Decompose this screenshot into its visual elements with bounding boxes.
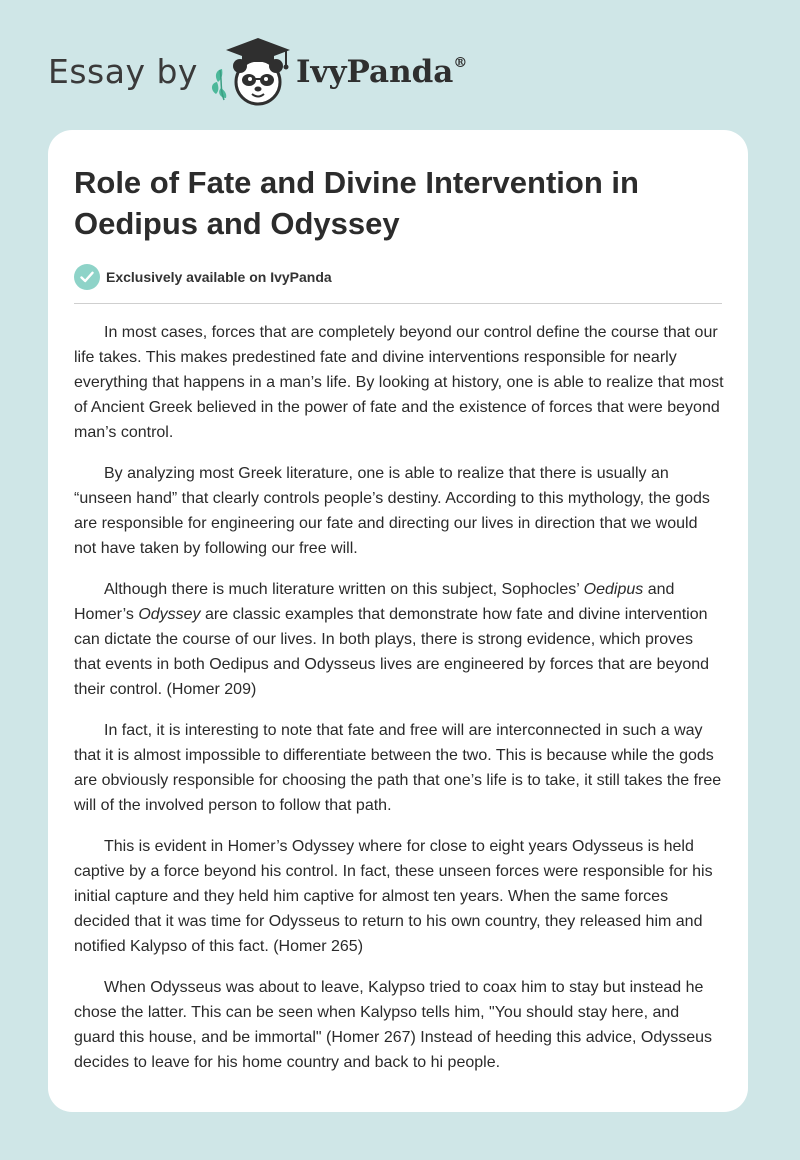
- essay-title: Role of Fate and Divine Intervention in Oedipus and Odyssey: [74, 165, 639, 241]
- title-divider: [74, 303, 722, 304]
- brand-name[interactable]: IvyPanda®: [296, 54, 468, 90]
- paragraph-1: In most cases, forces that are completely beyond our control define the course that our life takes. This makes predestined fate and divine interventions responsible for nearly everything that happens in a man’s life. By looking at history, one is able to realize that most of Ancient Greek believed in the power of fate and the existence of forces that were beyond man’s control.: [74, 324, 724, 441]
- site-header: [48, 36, 568, 108]
- panda-graduate-logo-icon[interactable]: [206, 36, 296, 108]
- essay-body: [74, 320, 724, 1091]
- essay-by-label: Essay by: [48, 52, 198, 91]
- exclusive-badge-label: Exclusively available on IvyPanda: [106, 269, 332, 285]
- paragraph-5: This is evident in Homer’s Odyssey where for close to eight years Odysseus is held captive by a force beyond his control. In fact, these unseen forces were responsible for his initial capture and they held him captive for almost ten years. When the same forces decided that it was time for Odysseus to return to his own country, they released him and notified Kalypso of this fact. (Homer 265): [74, 838, 713, 955]
- paragraph-4: In fact, it is interesting to note that fate and free will are interconnected in such a way that it is almost impossible to differentiate between the two. This is because while the gods are obviously responsible for choosing the path that one’s life is to take, it still takes the free will of the involved person to follow that path.: [74, 722, 722, 814]
- paragraph-2: By analyzing most Greek literature, one is able to realize that there is usually an “unseen hand” that clearly controls people’s destiny. According to this mythology, the gods are responsible for engineering our fate and directing our lives in direction that we would not have taken by following our free will.: [74, 465, 710, 557]
- odyssey-title: Odyssey: [138, 606, 201, 623]
- essay-card: [48, 130, 748, 1112]
- trademark-symbol: ®: [453, 54, 468, 71]
- paragraph-6: When Odysseus was about to leave, Kalypso tried to coax him to stay but instead he chose the latter. This can be seen when Kalypso tells him, "You should stay here, and guard this house, and be immortal" (Homer 267) Instead of heeding this advice, Odysseus decides to leave for his home country and back to hi people.: [74, 979, 713, 1071]
- paragraph-3: Although there is much literature written on this subject, Sophocles’ Oedipus and Homer’s Odyssey are classic examples that demonstrate how fate and divine intervention can dictate the course of our lives. In both plays, there is strong evidence, which proves that events in both Oedipus and Odysseus lives are engineered by forces that are beyond their control. (Homer 209): [74, 581, 710, 698]
- check-circle-icon: [74, 264, 100, 290]
- oedipus-title: Oedipus: [583, 581, 644, 598]
